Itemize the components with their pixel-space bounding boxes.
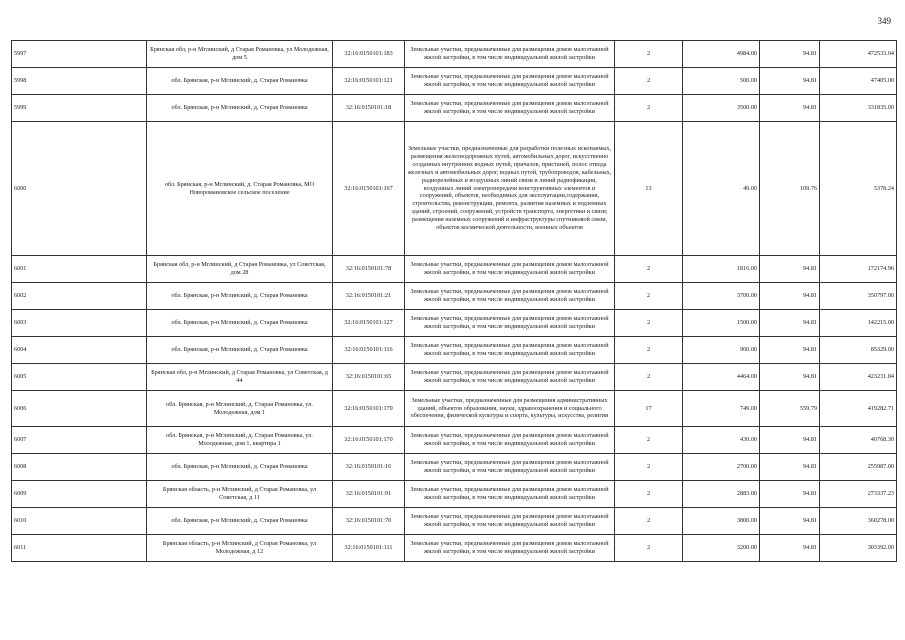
cadastral-value-cell: 85329.00 [820,337,897,364]
cadastral-number-cell: 32:16:0150101:183 [333,41,405,68]
row-number-cell: 6006 [12,391,147,427]
land-use-cell: Земельные участки, предназначенные для размещения домов малоэтажной жилой застройки, в том числе индивидуальной жилой застройки [405,454,615,481]
row-number-cell: 6005 [12,364,147,391]
address-cell: Брянская область, р-н Мглинский, д Старая Романовка, ул Молодежная, д 12 [147,535,333,562]
address-cell: обл. Брянская, р-н Мглинский, д. Старая Романовка [147,508,333,535]
specific-value-cell: 94.81 [760,41,820,68]
cadastral-value-cell: 142215.00 [820,310,897,337]
area-cell: 3800.00 [683,508,760,535]
specific-value-cell: 94.81 [760,535,820,562]
land-use-cell: Земельные участки, предназначенные для размещения домов малоэтажной жилой застройки, в том числе индивидуальной жилой застройки [405,364,615,391]
use-group-code-cell: 2 [615,95,683,122]
land-use-cell: Земельные участки, предназначенные для размещения домов малоэтажной жилой застройки, в том числе индивидуальной жилой застройки [405,535,615,562]
use-group-code-cell: 2 [615,427,683,454]
cadastral-number-cell: 32:16:0150101:18 [333,95,405,122]
cadastral-value-cell: 423231.84 [820,364,897,391]
area-cell: 4984.00 [683,41,760,68]
row-number-cell: 5997 [12,41,147,68]
address-cell: Брянская обл, р-н Мглинский, д Старая Романовка, ул Советская, дом 28 [147,256,333,283]
table-row [12,310,897,337]
cadastral-value-cell: 472533.04 [820,41,897,68]
page-number: 349 [877,16,891,26]
address-cell: обл. Брянская, р-н Мглинский, д. Старая Романовка [147,310,333,337]
row-number-cell: 6004 [12,337,147,364]
specific-value-cell: 94.81 [760,364,820,391]
cadastral-value-cell: 331835.00 [820,95,897,122]
area-cell: 500.00 [683,68,760,95]
cadastral-number-cell: 32:16:0150101:116 [333,337,405,364]
use-group-code-cell: 13 [615,122,683,256]
cadastral-value-cell: 47405.00 [820,68,897,95]
table-row [12,535,897,562]
table-row [12,256,897,283]
row-number-cell: 6002 [12,283,147,310]
address-cell: Брянская обл, р-н Мглинский, д Старая Романовка, ул Советская, д 44 [147,364,333,391]
cadastral-number-cell: 32:16:0150101:21 [333,283,405,310]
cadastral-value-cell: 172174.96 [820,256,897,283]
specific-value-cell: 94.81 [760,68,820,95]
cadastral-number-cell: 32:16:0150101:170 [333,427,405,454]
specific-value-cell: 109.76 [760,122,820,256]
cadastral-value-cell: 303392.00 [820,535,897,562]
land-use-cell: Земельные участки, предназначенные для размещения домов малоэтажной жилой застройки, в том числе индивидуальной жилой застройки [405,41,615,68]
area-cell: 1500.00 [683,310,760,337]
table-row [12,508,897,535]
table-row [12,68,897,95]
address-cell: обл. Брянская, р-н Мглинский, д. Старая Романовка, ул. Молодежная, дом 1 [147,391,333,427]
cadastral-value-cell: 360278.00 [820,508,897,535]
table-row [12,391,897,427]
use-group-code-cell: 2 [615,337,683,364]
area-cell: 2883.00 [683,481,760,508]
use-group-code-cell: 2 [615,41,683,68]
table-row [12,41,897,68]
specific-value-cell: 94.81 [760,256,820,283]
land-use-cell: Земельные участки, предназначенные для размещения домов малоэтажной жилой застройки, в том числе индивидуальной жилой застройки [405,427,615,454]
use-group-code-cell: 2 [615,310,683,337]
cadastral-number-cell: 32:16:0150101:167 [333,122,405,256]
use-group-code-cell: 2 [615,364,683,391]
address-cell: обл. Брянская, р-н Мглинский, д. Старая Романовка [147,337,333,364]
specific-value-cell: 559.79 [760,391,820,427]
address-cell: обл. Брянская, р-н Мглинский, д. Старая Романовка, МО Новоромановское сельское поселение [147,122,333,256]
area-cell: 49.00 [683,122,760,256]
land-use-cell: Земельные участки, предназначенные для размещения домов малоэтажной жилой застройки, в том числе индивидуальной жилой застройки [405,508,615,535]
area-cell: 3700.00 [683,283,760,310]
table-body [12,41,897,562]
land-use-cell: Земельные участки, предназначенные для размещения домов малоэтажной жилой застройки, в том числе индивидуальной жилой застройки [405,283,615,310]
use-group-code-cell: 2 [615,481,683,508]
table-row [12,364,897,391]
area-cell: 1816.00 [683,256,760,283]
cadastral-value-cell: 40768.30 [820,427,897,454]
table-row [12,481,897,508]
table-row [12,95,897,122]
cadastral-value-cell: 419282.71 [820,391,897,427]
row-number-cell: 6001 [12,256,147,283]
row-number-cell: 5998 [12,68,147,95]
address-cell: Брянская обл, р-н Мглинский, д Старая Романовка, ул Молодежная, дом 5 [147,41,333,68]
address-cell: обл. Брянская, р-н Мглинский, д. Старая Романовка [147,95,333,122]
area-cell: 430.00 [683,427,760,454]
row-number-cell: 6010 [12,508,147,535]
table-row [12,337,897,364]
address-cell: обл. Брянская, р-н Мглинский, д. Старая Романовка [147,68,333,95]
specific-value-cell: 94.81 [760,427,820,454]
row-number-cell: 6008 [12,454,147,481]
row-number-cell: 5999 [12,95,147,122]
address-cell: Брянская область, р-н Мглинский, д Старая Романовка, ул Советская, д 11 [147,481,333,508]
land-plot-table [11,40,897,562]
cadastral-number-cell: 32:16:0150101:121 [333,68,405,95]
land-use-cell: Земельные участки, предназначенные для размещения домов малоэтажной жилой застройки, в том числе индивидуальной жилой застройки [405,481,615,508]
area-cell: 4464.00 [683,364,760,391]
use-group-code-cell: 2 [615,535,683,562]
specific-value-cell: 94.81 [760,283,820,310]
row-number-cell: 6003 [12,310,147,337]
row-number-cell: 6000 [12,122,147,256]
use-group-code-cell: 2 [615,68,683,95]
use-group-code-cell: 2 [615,256,683,283]
address-cell: обл. Брянская, р-н Мглинский, д. Старая Романовка [147,283,333,310]
table-row [12,427,897,454]
land-use-cell: Земельные участки, предназначенные для размещения домов малоэтажной жилой застройки, в том числе индивидуальной жилой застройки [405,256,615,283]
specific-value-cell: 94.81 [760,454,820,481]
cadastral-value-cell: 350797.00 [820,283,897,310]
cadastral-number-cell: 32:16:0150101:111 [333,535,405,562]
address-cell: обл. Брянская, р-н Мглинский, д. Старая Романовка [147,454,333,481]
specific-value-cell: 94.81 [760,310,820,337]
cadastral-value-cell: 273337.23 [820,481,897,508]
table-row [12,283,897,310]
use-group-code-cell: 2 [615,283,683,310]
specific-value-cell: 94.81 [760,481,820,508]
cadastral-number-cell: 32:16:0150101:65 [333,364,405,391]
area-cell: 3500.00 [683,95,760,122]
specific-value-cell: 94.81 [760,337,820,364]
cadastral-number-cell: 32:16:0150101:16 [333,454,405,481]
specific-value-cell: 94.81 [760,508,820,535]
cadastral-value-cell: 5378.24 [820,122,897,256]
cadastral-number-cell: 32:16:0150101:91 [333,481,405,508]
area-cell: 900.00 [683,337,760,364]
land-use-cell: Земельные участки, предназначенные для размещения домов малоэтажной жилой застройки, в том числе индивидуальной жилой застройки [405,68,615,95]
cadastral-number-cell: 32:16:0150101:127 [333,310,405,337]
specific-value-cell: 94.81 [760,95,820,122]
land-use-cell: Земельные участки, предназначенные для размещения административных зданий, объектов образования, науки, здравоохранения и социального обеспечения, физической культуры и спорта, культуры, искусства, религии [405,391,615,427]
area-cell: 2700.00 [683,454,760,481]
use-group-code-cell: 2 [615,508,683,535]
land-use-cell: Земельные участки, предназначенные для размещения домов малоэтажной жилой застройки, в том числе индивидуальной жилой застройки [405,310,615,337]
table-row [12,122,897,256]
cadastral-value-cell: 255987.00 [820,454,897,481]
area-cell: 3200.00 [683,535,760,562]
land-use-cell: Земельные участки, предназначенные для размещения домов малоэтажной жилой застройки, в том числе индивидуальной жилой застройки [405,337,615,364]
use-group-code-cell: 2 [615,454,683,481]
cadastral-number-cell: 32:16:0150101:179 [333,391,405,427]
land-use-cell: Земельные участки, предназначенные для разработки полезных ископаемых, размещения железнодорожных путей, автомобильных дорог, искусственно созданных внутренних водных путей, причалов, пристаней, полос отвода железных и автомобильных дорог, водных путей, трубопроводов, кабельных, радиорелейных и воздушных линий связи и линий радиофикации, воздушных линий электропередачи конструктивных элементов и сооружений, объектов, необходимых для эксплуатации,содержания, строительства, реконструкции, ремонта, развития наземных и подземных зданий, строений, сооружений, устройств транспорта, энергетики и связи; размещения наземных сооружений и инфраструктуры спутниковой связи, объектов космической деятельности, военных объектов [405,122,615,256]
cadastral-number-cell: 32:16:0150101:78 [333,256,405,283]
row-number-cell: 6007 [12,427,147,454]
row-number-cell: 6009 [12,481,147,508]
cadastral-number-cell: 32:16:0150101:70 [333,508,405,535]
table-row [12,454,897,481]
area-cell: 749.00 [683,391,760,427]
address-cell: обл. Брянская, р-н Мглинский, д. Старая Романовка, ул. Молодежная, дом 1, квартира 1 [147,427,333,454]
use-group-code-cell: 17 [615,391,683,427]
land-use-cell: Земельные участки, предназначенные для размещения домов малоэтажной жилой застройки, в том числе индивидуальной жилой застройки [405,95,615,122]
row-number-cell: 6011 [12,535,147,562]
